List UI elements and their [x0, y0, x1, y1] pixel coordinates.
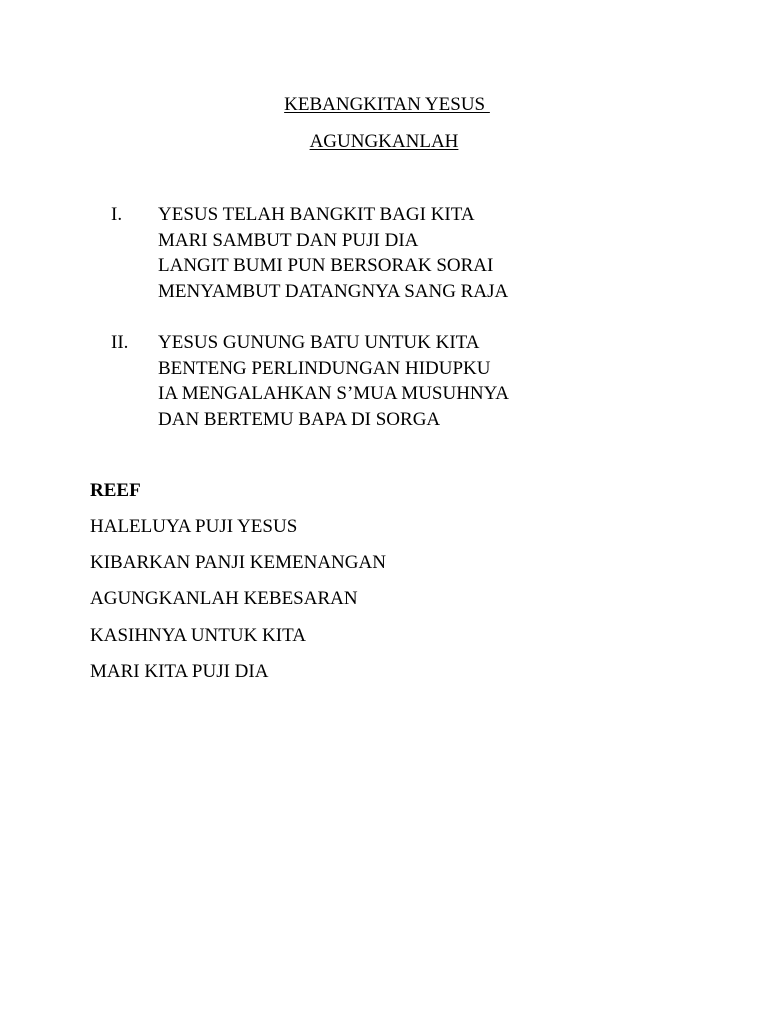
reef-label: REEF [90, 480, 141, 501]
verse-number: I. [111, 204, 123, 225]
reef-line: MARI KITA PUJI DIA [90, 660, 269, 682]
verse-line: DAN BERTEMU BAPA DI SORGA [158, 408, 441, 430]
reef-line: AGUNGKANLAH KEBESARAN [90, 588, 358, 610]
reef-line: HALELUYA PUJI YESUS [90, 516, 298, 537]
verse-line: IA MENGALAHKAN S’MUA MUSUHNYA [158, 383, 509, 405]
verse-line: MENYAMBUT DATANGNYA SANG RAJA [158, 280, 509, 302]
verse-line: BENTENG PERLINDUNGAN HIDUPKU [158, 357, 491, 379]
verse-line: YESUS GUNUNG BATU UNTUK KITA [158, 332, 480, 353]
reef-line: KASIHNYA UNTUK KITA [90, 624, 306, 646]
verse-lines [158, 202, 508, 304]
verse-line: MARI SAMBUT DAN PUJI DIA [158, 229, 419, 251]
reef-line: KIBARKAN PANJI KEMENANGAN [90, 552, 386, 574]
verse-line: LANGIT BUMI PUN BERSORAK SORAI [158, 255, 494, 277]
song-subtitle: AGUNGKANLAH [309, 131, 459, 152]
verse-line: YESUS TELAH BANGKIT BAGI KITA [158, 204, 475, 225]
verse-number: II. [111, 332, 129, 353]
song-title: KEBANGKITAN YESUS [284, 94, 490, 115]
verse-lines [158, 330, 509, 432]
reef-lines [90, 516, 386, 697]
